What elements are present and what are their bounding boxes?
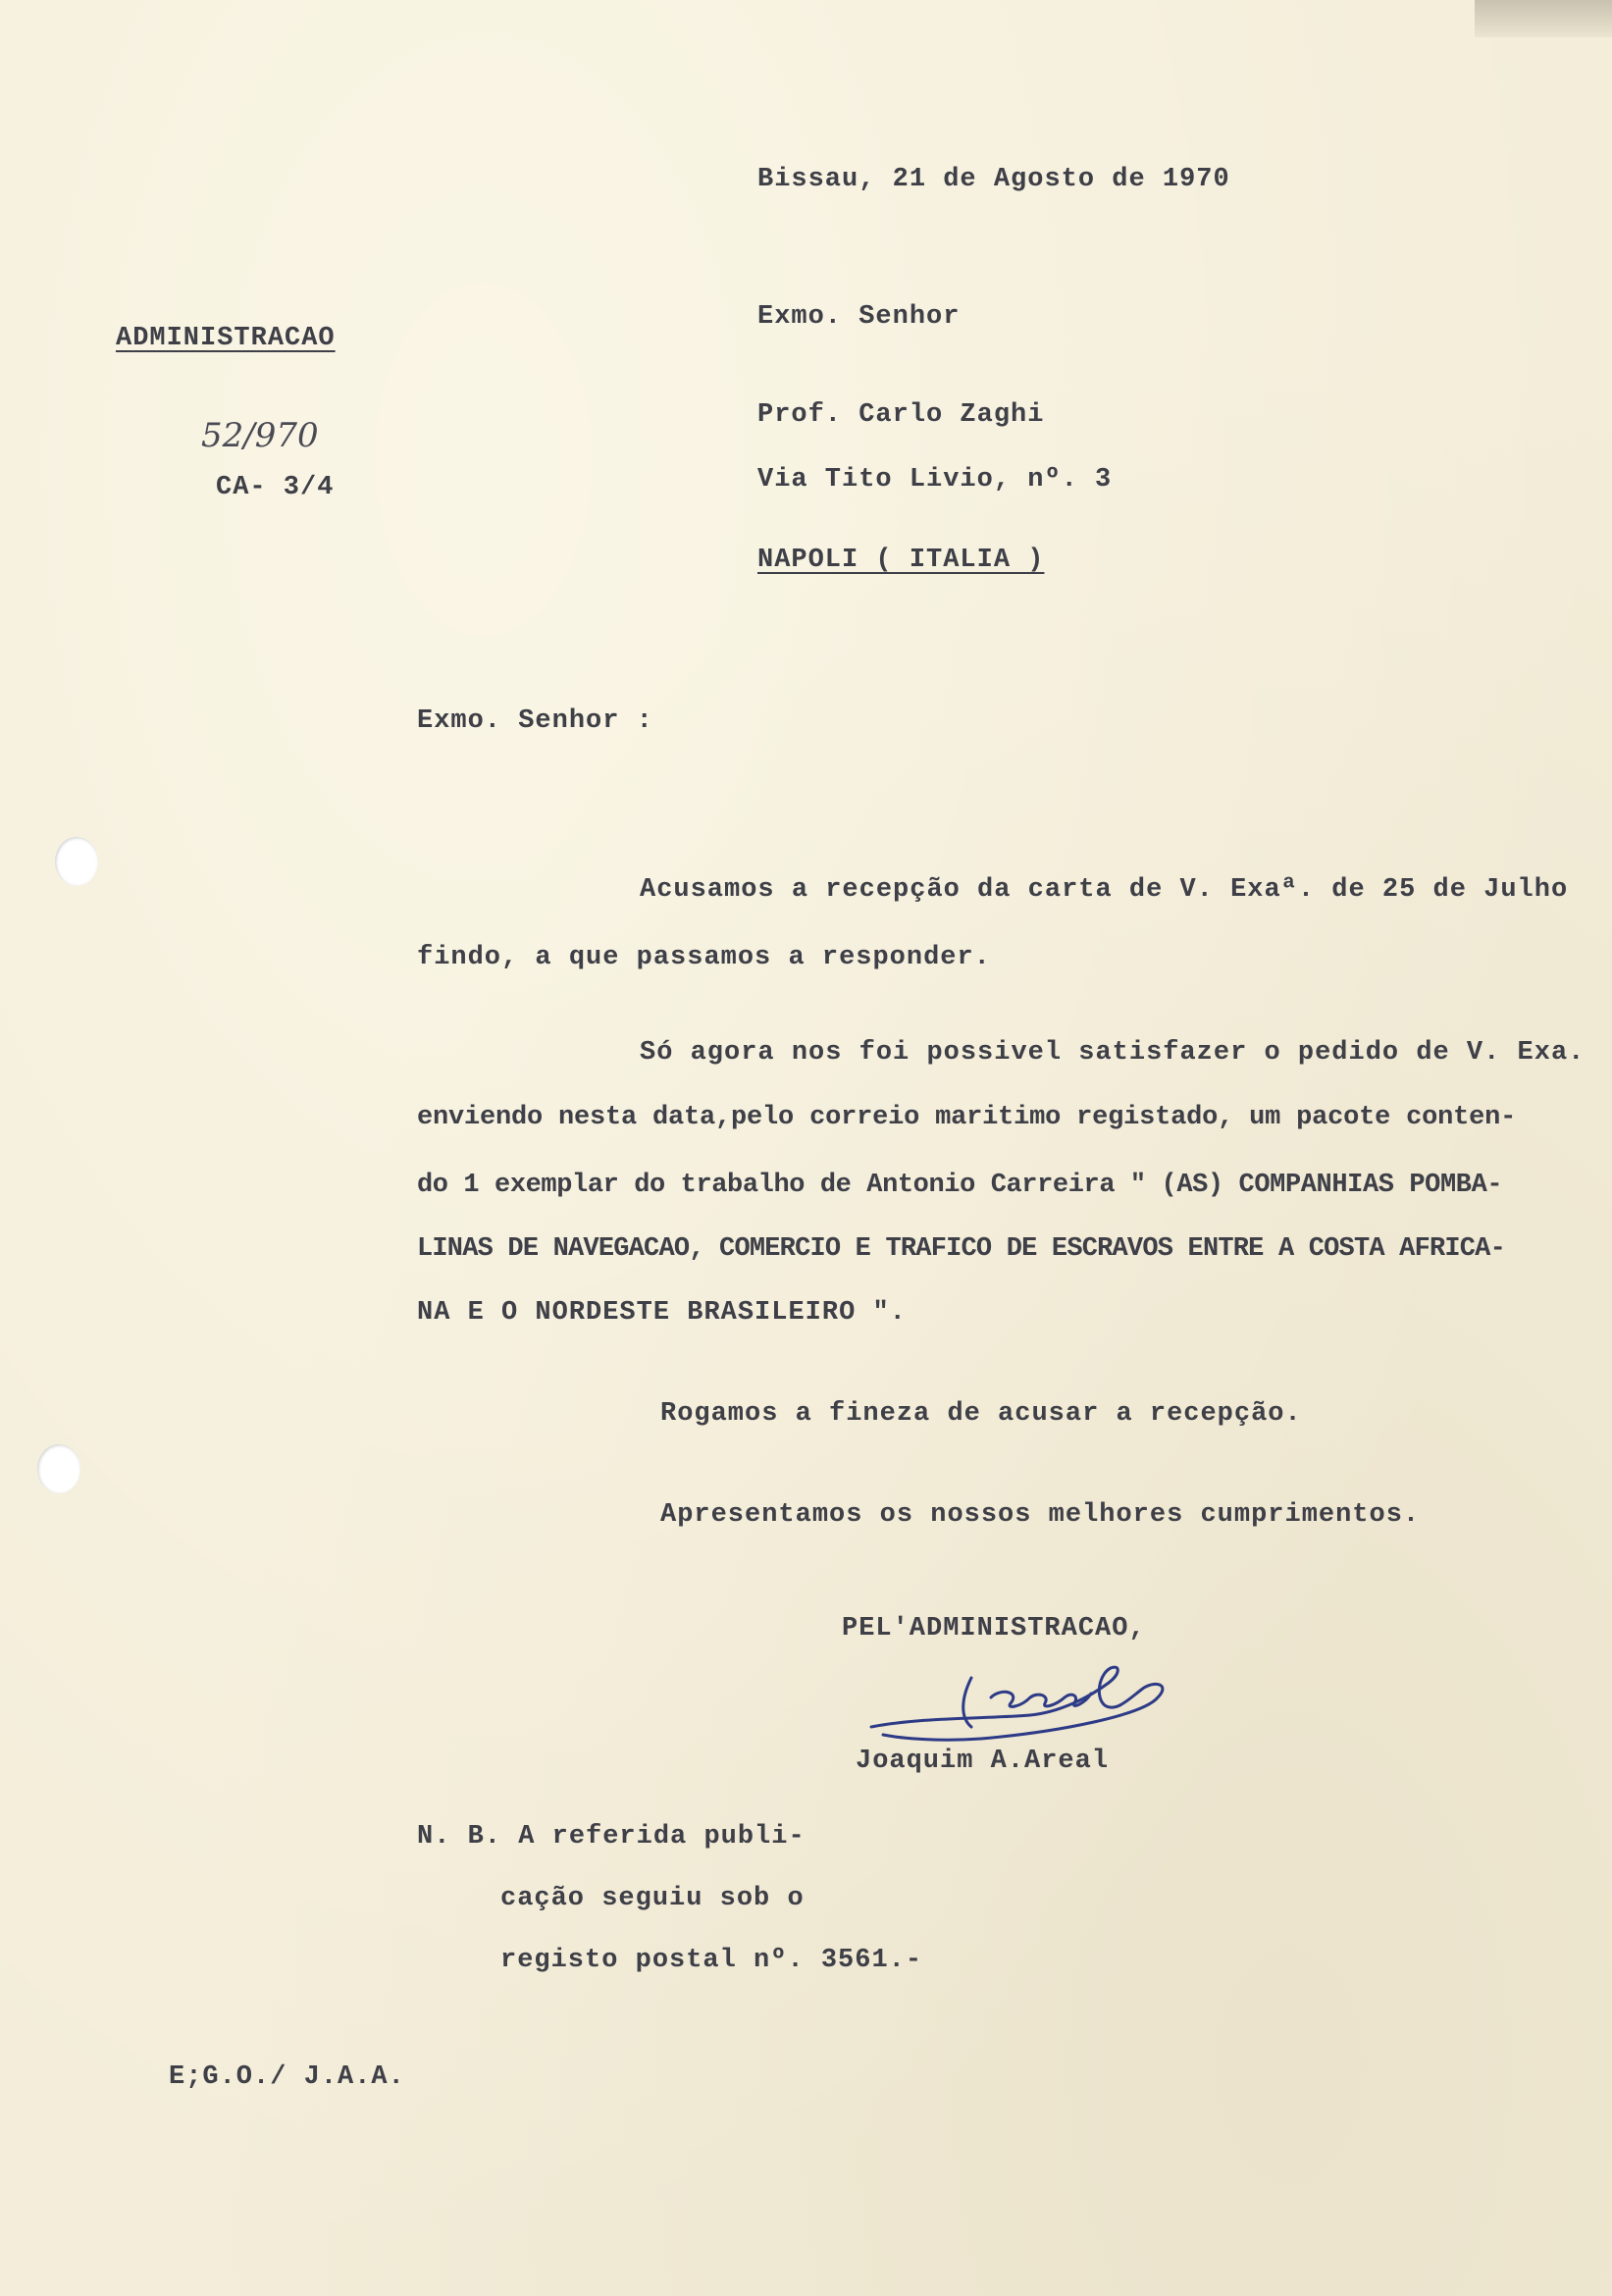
punch-hole-top (55, 837, 98, 886)
punch-hole-bottom (37, 1444, 80, 1493)
recipient-city: NAPOLI ( ITALIA ) (757, 546, 1045, 575)
handwritten-reference: 52/970 (201, 416, 319, 455)
paragraph-line: LINAS DE NAVEGACAO, COMERCIO E TRAFICO DE ESCRAVOS ENTRE A COSTA AFRICA- (417, 1234, 1505, 1264)
typist-initials: E;G.O./ J.A.A. (169, 2062, 405, 2092)
signatory-name: Joaquim A.Areal (856, 1747, 1110, 1776)
nb-line: N. B. A referida publi- (417, 1822, 806, 1852)
reference-code: CA- 3/4 (216, 473, 335, 502)
paragraph-line: enviendo nesta data,pelo correio maritimo registado, um pacote conten- (417, 1103, 1517, 1132)
signoff: PEL'ADMINISTRACAO, (842, 1614, 1146, 1644)
recipient-name: Prof. Carlo Zaghi (757, 400, 1045, 430)
paragraph-line: Apresentamos os nossos melhores cumprimentos. (660, 1500, 1421, 1530)
place-date: Bissau, 21 de Agosto de 1970 (757, 165, 1230, 194)
greeting: Exmo. Senhor : (417, 706, 653, 736)
recipient-street: Via Tito Livio, nº. 3 (757, 465, 1113, 495)
paragraph-line: Só agora nos foi possivel satisfazer o pedido de V. Exa. (640, 1038, 1586, 1068)
paragraph-line: Rogamos a fineza de acusar a recepção. (660, 1399, 1302, 1429)
paragraph-line: do 1 exemplar do trabalho de Antonio Carreira " (AS) COMPANHIAS POMBA- (417, 1171, 1503, 1200)
nb-line: cação seguiu sob o (500, 1884, 805, 1913)
paper-edge (1475, 0, 1612, 37)
paragraph-line: findo, a que passamos a responder. (417, 943, 991, 972)
paragraph-line: NA E O NORDESTE BRASILEIRO ". (417, 1298, 907, 1328)
nb-line: registo postal nº. 3561.- (500, 1946, 923, 1975)
department-heading: ADMINISTRACAO (116, 324, 336, 353)
recipient-salutation: Exmo. Senhor (757, 302, 961, 332)
paragraph-line: Acusamos a recepção da carta de V. Exaª. de 25 de Julho (640, 875, 1569, 905)
